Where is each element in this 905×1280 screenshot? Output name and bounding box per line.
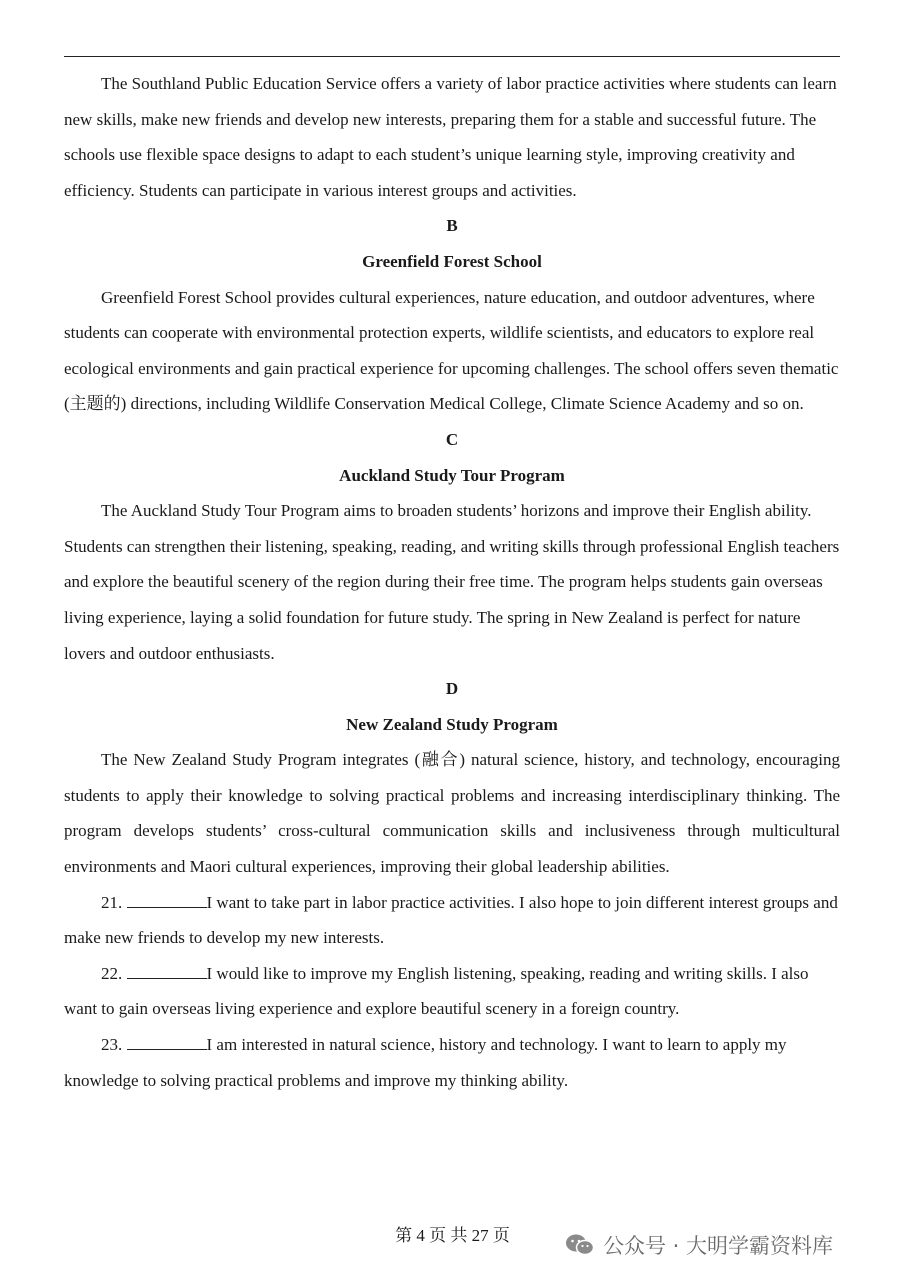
answer-blank[interactable] xyxy=(127,893,207,908)
section-c-title: Auckland Study Tour Program xyxy=(339,465,565,485)
section-c-letter: C xyxy=(445,429,459,449)
question-number: 21. xyxy=(101,892,123,912)
question-21 xyxy=(64,885,840,956)
page-footer: 第 4 页 共 27 页 xyxy=(395,1226,510,1245)
section-d-letter: D xyxy=(445,679,459,699)
question-number: 23. xyxy=(101,1035,123,1055)
section-d-title: New Zealand Study Program xyxy=(346,714,558,734)
wechat-icon xyxy=(565,1233,595,1257)
page-body xyxy=(64,66,840,1098)
section-b-title: Greenfield Forest School xyxy=(362,251,542,271)
top-rule xyxy=(64,56,840,57)
section-b-letter: B xyxy=(446,216,458,236)
section-b-paragraph: Greenfield Forest School provides cultural experiences, nature education, and outdoor adventures, where students can cooperate with environmental protection experts, wildlife scientists, and educators to explore real ecological environments and gain practical experience for upcoming challenges. The school offers seven thematic (主题的) directions, including Wildlife Conservation Medical College, Climate Science Academy and so on. xyxy=(64,287,839,414)
answer-blank[interactable] xyxy=(127,1035,207,1050)
question-text: I want to take part in labor practice activities. I also hope to join different interest groups and make new friends to develop my new interests. xyxy=(64,892,838,948)
question-text: I am interested in natural science, history and technology. I want to learn to apply my knowledge to solving practical problems and improve my thinking ability. xyxy=(64,1035,787,1090)
question-22 xyxy=(64,956,840,1027)
section-a-paragraph: The Southland Public Education Service offers a variety of labor practice activities where students can learn new skills, make new friends and develop new interests, preparing them for a stable and successful future. The schools use flexible space designs to adapt to each student’s unique learning style, improving creativity and efficiency. Students can participate in various interest groups and activities. xyxy=(64,74,837,200)
watermark-text: 公众号 · 大明学霸资料库 xyxy=(603,1234,834,1258)
question-23 xyxy=(64,1027,840,1098)
answer-blank[interactable] xyxy=(127,964,207,979)
section-d-paragraph: The New Zealand Study Program integrates (融合) natural science, history, and technology, encouraging students to apply their knowledge to solving practical problems and increasing interdisciplinary thinking. The program develops students’ cross-cultural communication skills and inclusiveness through multicultural environments and Maori cultural experiences, improving their global leadership abilities. xyxy=(64,750,840,877)
section-c-paragraph: The Auckland Study Tour Program aims to broaden students’ horizons and improve their English ability. Students can strengthen their listening, speaking, reading, and writing skills through professional English teachers and explore the beautiful scenery of the region during their free time. The program helps students gain overseas living experience, laying a solid foundation for future study. The spring in New Zealand is perfect for nature lovers and outdoor enthusiasts. xyxy=(64,501,840,663)
question-text: I would like to improve my English listening, speaking, reading and writing skills. I also want to gain overseas living experience and explore beautiful scenery in a foreign country. xyxy=(64,963,809,1019)
watermark xyxy=(565,1228,833,1262)
question-number: 22. xyxy=(101,963,123,983)
